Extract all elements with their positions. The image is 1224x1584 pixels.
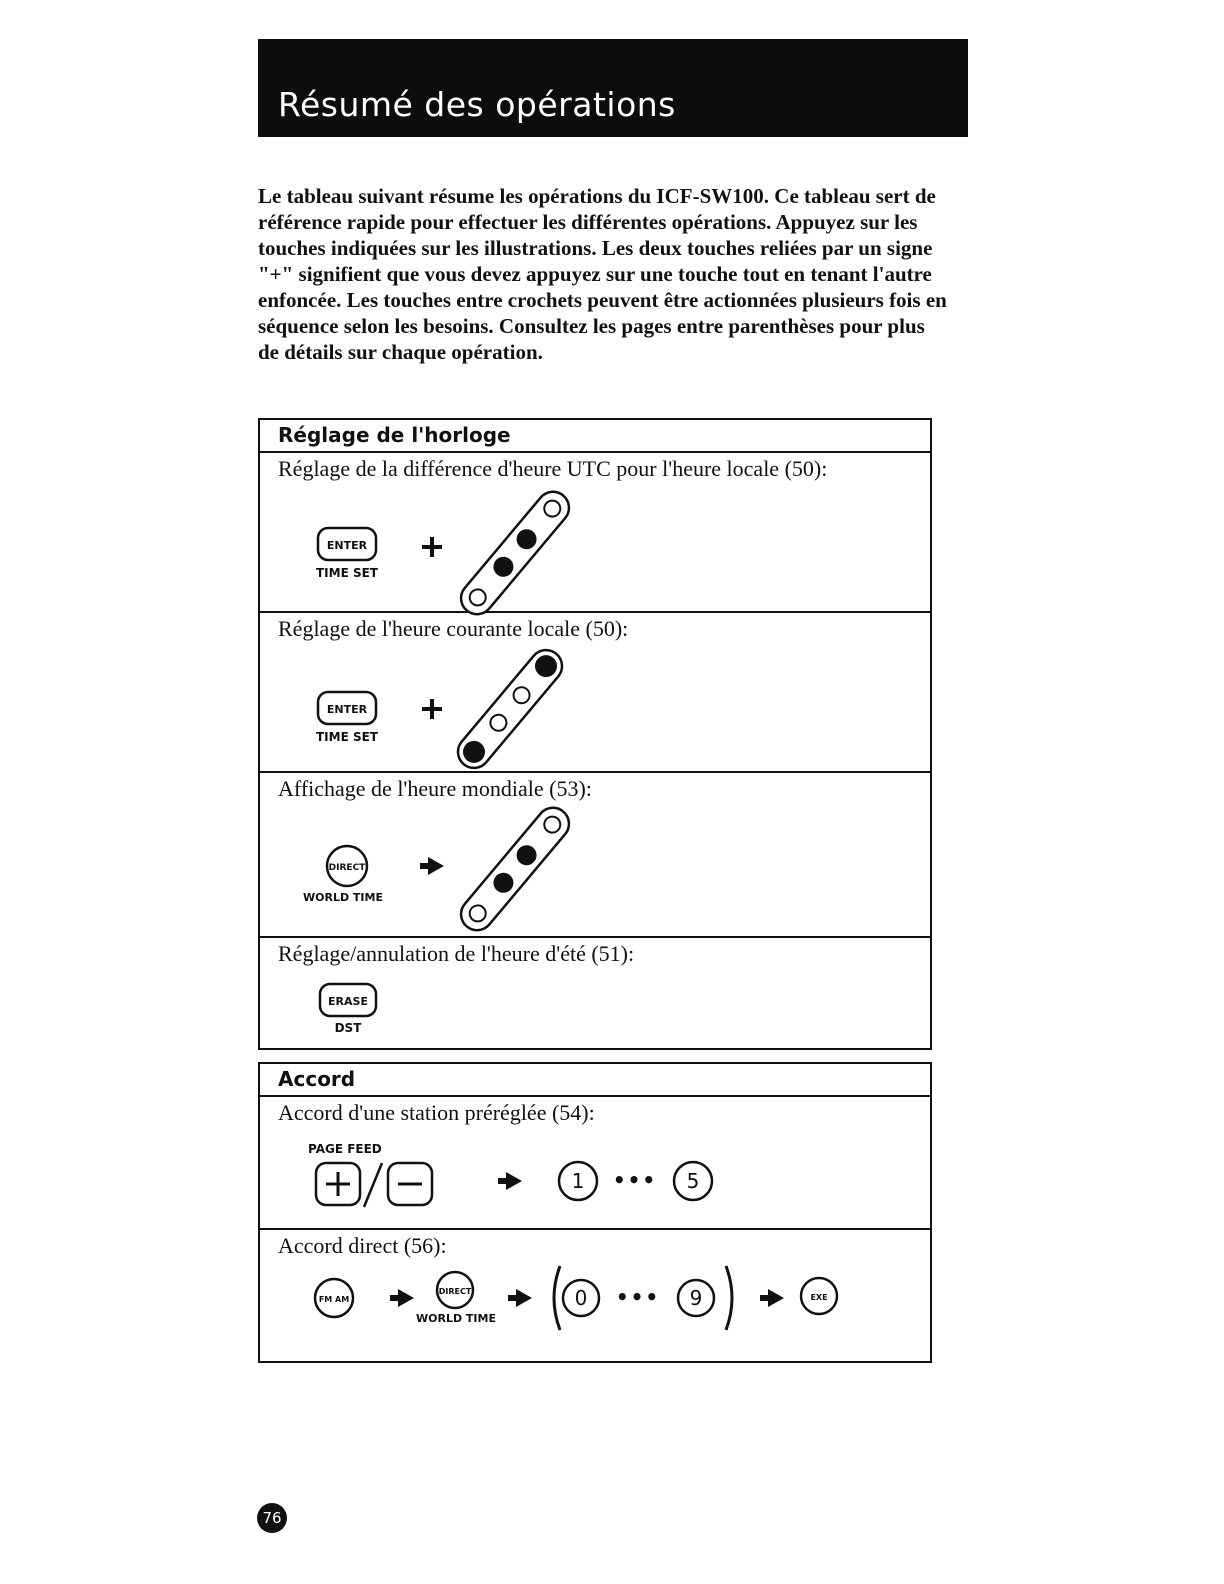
fm-am-key (315, 1279, 353, 1317)
bracket-close (726, 1266, 732, 1330)
row-label: Affichage de l'heure mondiale (53): (278, 776, 592, 801)
enter-key (316, 528, 379, 580)
tuning-row-direct (260, 1230, 930, 1361)
preset-start-number: 1 (571, 1169, 585, 1193)
row-label: Réglage/annulation de l'heure d'été (51): (278, 941, 635, 966)
rocker-key-icon (451, 644, 568, 775)
page-title: Résumé des opérations (278, 85, 676, 124)
ellipsis: ••• (612, 1168, 658, 1192)
row-label: Réglage de la différence d'heure UTC pour l'heure locale (50): (278, 456, 828, 481)
slash-divider (364, 1163, 382, 1207)
clock-row-utc-keys (260, 453, 900, 611)
tuning-section-heading (260, 1064, 930, 1097)
plus-sign-icon (422, 537, 442, 557)
arrow-right-icon (420, 857, 444, 875)
direct-key (303, 846, 383, 904)
page-plus-key (316, 1163, 360, 1205)
row-label: Accord d'une station préréglée (54): (278, 1100, 595, 1125)
row-label: Réglage de l'heure courante locale (50): (278, 616, 629, 641)
arrow-right-icon (390, 1289, 414, 1307)
clock-row-dst-keys (260, 938, 900, 1048)
digit-key-end (678, 1280, 714, 1316)
erase-key (320, 984, 376, 1035)
clock-row-world-keys (260, 773, 900, 936)
direct-key-label: DIRECT (438, 1287, 472, 1296)
clock-heading-text: Réglage de l'horloge (278, 423, 511, 447)
clock-section-heading (260, 420, 930, 453)
clock-row-utc (260, 453, 930, 613)
bracket-open (554, 1266, 560, 1330)
exe-key (801, 1278, 837, 1314)
page-feed-label: PAGE FEED (308, 1142, 382, 1156)
rocker-key-icon (455, 801, 576, 936)
row-label: Accord direct (56): (278, 1233, 447, 1258)
page-minus-key (388, 1163, 432, 1205)
enter-key-label: ENTER (326, 703, 368, 716)
preset-end-number: 5 (686, 1169, 700, 1193)
tuning-section (258, 1062, 932, 1363)
time-set-label: TIME SET (316, 566, 378, 580)
rocker-key-icon (455, 485, 576, 620)
digit-end-number: 9 (689, 1286, 703, 1310)
enter-key-label: ENTER (326, 539, 368, 552)
title-bar (258, 39, 968, 137)
ellipsis: ••• (615, 1285, 661, 1309)
time-set-label: TIME SET (316, 730, 378, 744)
arrow-right-icon (760, 1289, 784, 1307)
clock-row-local-keys (260, 613, 900, 771)
plus-sign-icon (422, 699, 442, 719)
exe-key-label: EXE (810, 1293, 828, 1302)
preset-key-end (674, 1162, 712, 1200)
fm-am-key-label: FM AM (318, 1295, 350, 1304)
tuning-row-direct-keys (260, 1230, 900, 1361)
page-number: 76 (257, 1503, 287, 1533)
preset-key-start (559, 1162, 597, 1200)
digit-key-start (563, 1280, 599, 1316)
tuning-row-preset (260, 1097, 930, 1230)
clock-row-local-time (260, 613, 930, 773)
clock-section (258, 418, 932, 1050)
arrow-right-icon (508, 1289, 532, 1307)
intro-paragraph: Le tableau suivant résume les opérations du ICF-SW100. Ce tableau sert de référence rapide pour effectuer les différentes opérations. Appuyez sur les touches indiquées sur les illustrations. Les deux touches reliées par un signe "+" signifient que vous devez appuyez sur une touche tout en tenant l'autre enfoncée. Les touches entre crochets peuvent être actionnées plusieurs fois en séquence selon les besoins. Consultez les pages entre parenthèses pour plus de détails sur chaque opération. (258, 184, 947, 364)
enter-key (316, 692, 379, 744)
direct-key (416, 1272, 496, 1325)
dst-label: DST (334, 1021, 362, 1035)
arrow-right-icon (498, 1172, 522, 1190)
clock-row-dst (260, 938, 930, 1048)
world-time-label: WORLD TIME (303, 891, 383, 904)
direct-key-label: DIRECT (328, 863, 366, 873)
clock-row-world-time (260, 773, 930, 938)
tuning-heading-text: Accord (278, 1067, 356, 1091)
erase-key-label: ERASE (328, 995, 368, 1008)
world-time-label: WORLD TIME (416, 1312, 496, 1325)
digit-start-number: 0 (574, 1286, 588, 1310)
tuning-row-preset-keys (260, 1097, 900, 1228)
